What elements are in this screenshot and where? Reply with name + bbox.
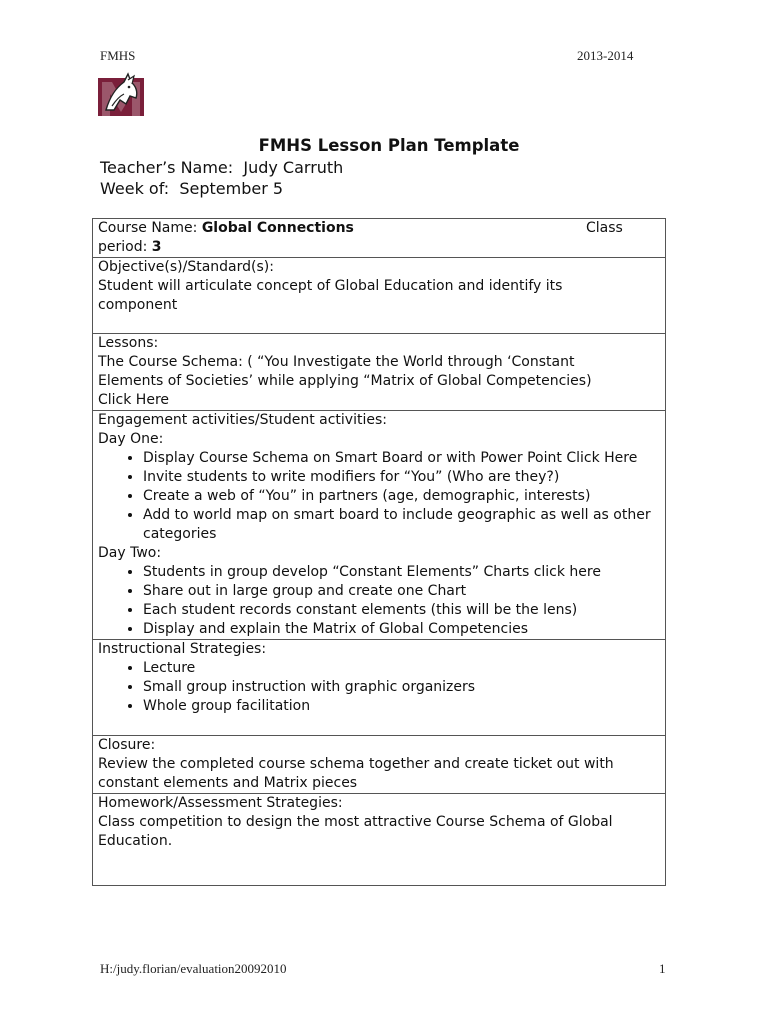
course-name-label: Course Name: (98, 220, 198, 236)
objective-label: Objective(s)/Standard(s): (98, 259, 274, 275)
week-label: Week of: (100, 179, 170, 198)
instructional-row (93, 640, 666, 736)
list-item: • Small group instruction with graphic organizers (143, 678, 660, 697)
list-item: • Add to world map on smart board to include geographic as well as other categories (143, 506, 660, 544)
class-label: Class (586, 220, 623, 236)
day-one-list (98, 449, 660, 544)
list-item: • Students in group develop “Constant Elements” Charts click here (143, 563, 660, 582)
page-number: 1 (659, 961, 666, 976)
day-two-label: Day Two: (98, 545, 162, 561)
homework-text-1: Class competition to design the most attractive Course Schema of Global (98, 814, 613, 830)
document-title: FMHS Lesson Plan Template (258, 136, 520, 155)
list-item: • Display Course Schema on Smart Board or with Power Point Click Here (143, 449, 660, 468)
list-item: • Invite students to write modifiers for “You” (Who are they?) (143, 468, 660, 487)
list-item: • Whole group facilitation (143, 697, 660, 716)
teacher-line (100, 157, 668, 178)
teacher-name: Judy Carruth (243, 158, 344, 177)
homework-label: Homework/Assessment Strategies: (98, 795, 343, 811)
course-row (93, 219, 666, 258)
closure-row (93, 736, 666, 794)
footer-path: H:/judy.florian/evaluation20092010 (100, 961, 287, 976)
homework-text-2: Education. (98, 833, 173, 849)
day-one-label: Day One: (98, 431, 164, 447)
course-name-value: Global Connections (201, 220, 354, 236)
objective-cell (93, 258, 666, 334)
course-cell (93, 219, 666, 258)
title-block (100, 136, 668, 199)
teacher-label: Teacher’s Name: (100, 158, 234, 177)
instructional-list (98, 659, 660, 716)
week-value: September 5 (179, 179, 284, 198)
lessons-row (93, 334, 666, 411)
lessons-cell (93, 334, 666, 411)
week-line (100, 178, 668, 199)
objective-text-1: Student will articulate concept of Global Education and identify its (98, 278, 563, 294)
period-value: 3 (151, 239, 162, 255)
instructional-label: Instructional Strategies: (98, 641, 267, 657)
instructional-cell (93, 640, 666, 736)
closure-text-1: Review the completed course schema together and create ticket out with (98, 756, 614, 772)
list-item: • Create a web of “You” in partners (age, demographic, interests) (143, 487, 660, 506)
day-two-list (98, 563, 660, 639)
school-logo-icon (98, 70, 144, 116)
period-label: period: (98, 239, 148, 255)
homework-row (93, 794, 666, 886)
engagement-cell (93, 411, 666, 640)
list-item: • Lecture (143, 659, 660, 678)
engagement-row (93, 411, 666, 640)
closure-text-2: constant elements and Matrix pieces (98, 775, 358, 791)
objective-text-2: component (98, 297, 178, 313)
homework-cell (93, 794, 666, 886)
lessons-click-here[interactable]: Click Here (98, 392, 170, 408)
lessons-text-1: The Course Schema: ( “You Investigate the World through ‘Constant (98, 354, 575, 370)
list-item: • Display and explain the Matrix of Global Competencies (143, 620, 660, 639)
engagement-label: Engagement activities/Student activities: (98, 412, 387, 428)
closure-label: Closure: (98, 737, 156, 753)
list-item: • Share out in large group and create one Chart (143, 582, 660, 601)
objective-row (93, 258, 666, 334)
closure-cell (93, 736, 666, 794)
header-year: 2013-2014 (577, 48, 634, 63)
lesson-plan-table (92, 218, 666, 886)
lessons-label: Lessons: (98, 335, 159, 351)
lessons-text-2: Elements of Societies’ while applying “Matrix of Global Competencies) (98, 373, 592, 389)
list-item: • Each student records constant elements (this will be the lens) (143, 601, 660, 620)
header-school: FMHS (100, 48, 136, 63)
